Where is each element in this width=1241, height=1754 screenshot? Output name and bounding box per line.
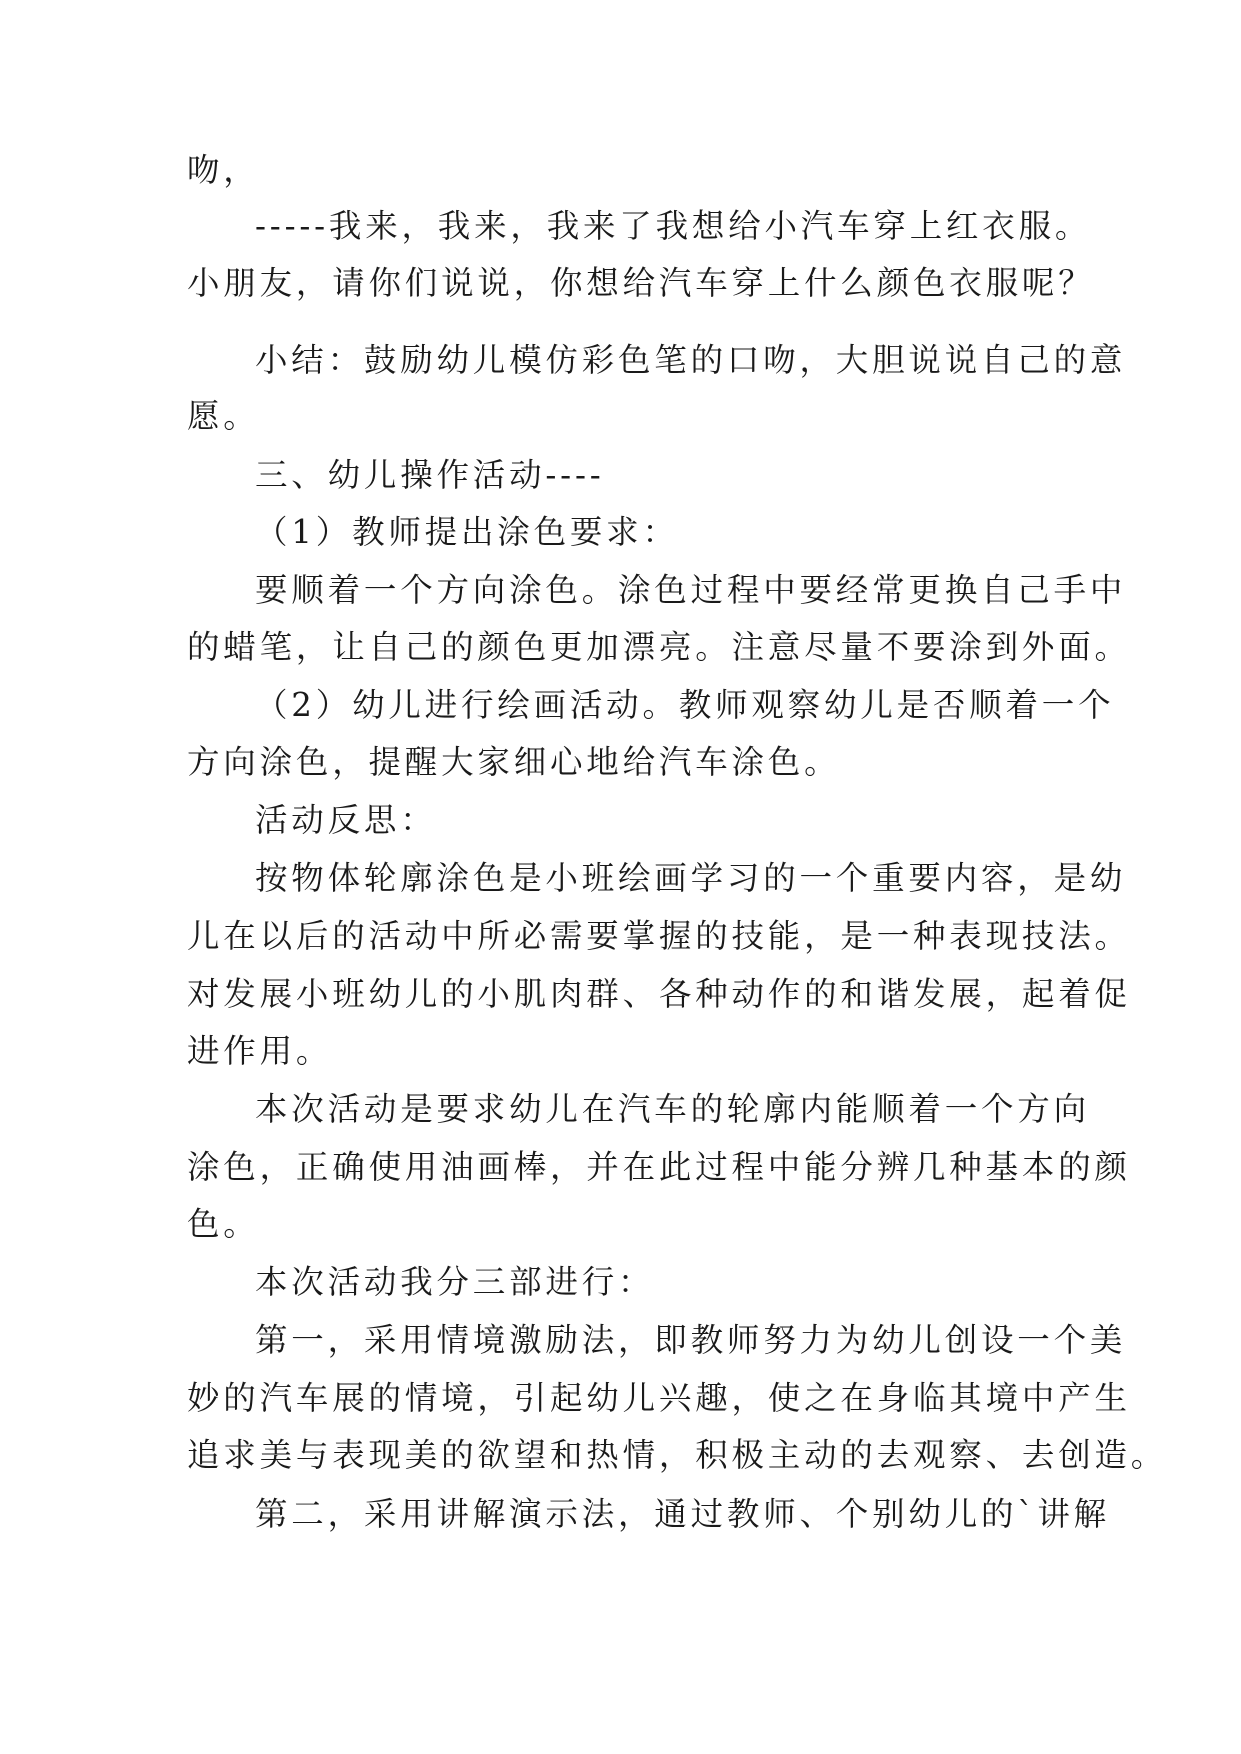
text-line: 的蜡笔，让自己的颜色更加漂亮。注意尽量不要涂到外面。 bbox=[187, 628, 1131, 666]
text-line: 按物体轮廓涂色是小班绘画学习的一个重要内容，是幼 bbox=[255, 859, 1127, 897]
text-line: 要顺着一个方向涂色。涂色过程中要经常更换自己手中 bbox=[255, 571, 1127, 609]
text-line: 吻， bbox=[187, 151, 260, 189]
text-line: 色。 bbox=[187, 1205, 260, 1243]
text-line: 妙的汽车展的情境，引起幼儿兴趣，使之在身临其境中产生 bbox=[187, 1379, 1131, 1417]
text-line: 第二，采用讲解演示法，通过教师、个别幼儿的`讲解 bbox=[255, 1495, 1110, 1533]
text-line: 儿在以后的活动中所必需要掌握的技能，是一种表现技法。 bbox=[187, 917, 1131, 955]
text-line: 小朋友，请你们说说，你想给汽车穿上什么颜色衣服呢？ bbox=[187, 264, 1095, 302]
text-line: （2）幼儿进行绘画活动。教师观察幼儿是否顺着一个 bbox=[255, 686, 1115, 724]
text-line: 本次活动我分三部进行： bbox=[255, 1263, 655, 1301]
text-line: 方向涂色，提醒大家细心地给汽车涂色。 bbox=[187, 743, 841, 781]
text-line: 对发展小班幼儿的小肌肉群、各种动作的和谐发展，起着促 bbox=[187, 975, 1131, 1013]
text-line: 第一，采用情境激励法，即教师努力为幼儿创设一个美 bbox=[255, 1321, 1127, 1359]
text-line: 进作用。 bbox=[187, 1032, 333, 1070]
text-line: 小结：鼓励幼儿模仿彩色笔的口吻，大胆说说自己的意 bbox=[255, 341, 1127, 379]
text-line: 追求美与表现美的欲望和热情，积极主动的去观察、去创造。 bbox=[187, 1436, 1168, 1474]
text-line: 愿。 bbox=[187, 397, 260, 435]
section-heading: 活动反思： bbox=[255, 801, 437, 839]
section-heading: 三、幼儿操作活动---- bbox=[255, 456, 605, 494]
text-line: 涂色，正确使用油画棒，并在此过程中能分辨几种基本的颜 bbox=[187, 1148, 1131, 1186]
text-line: 本次活动是要求幼儿在汽车的轮廓内能顺着一个方向 bbox=[255, 1090, 1090, 1128]
text-line: -----我来，我来，我来了我想给小汽车穿上红衣服。 bbox=[255, 207, 1092, 245]
text-line: （1）教师提出涂色要求： bbox=[255, 513, 679, 551]
